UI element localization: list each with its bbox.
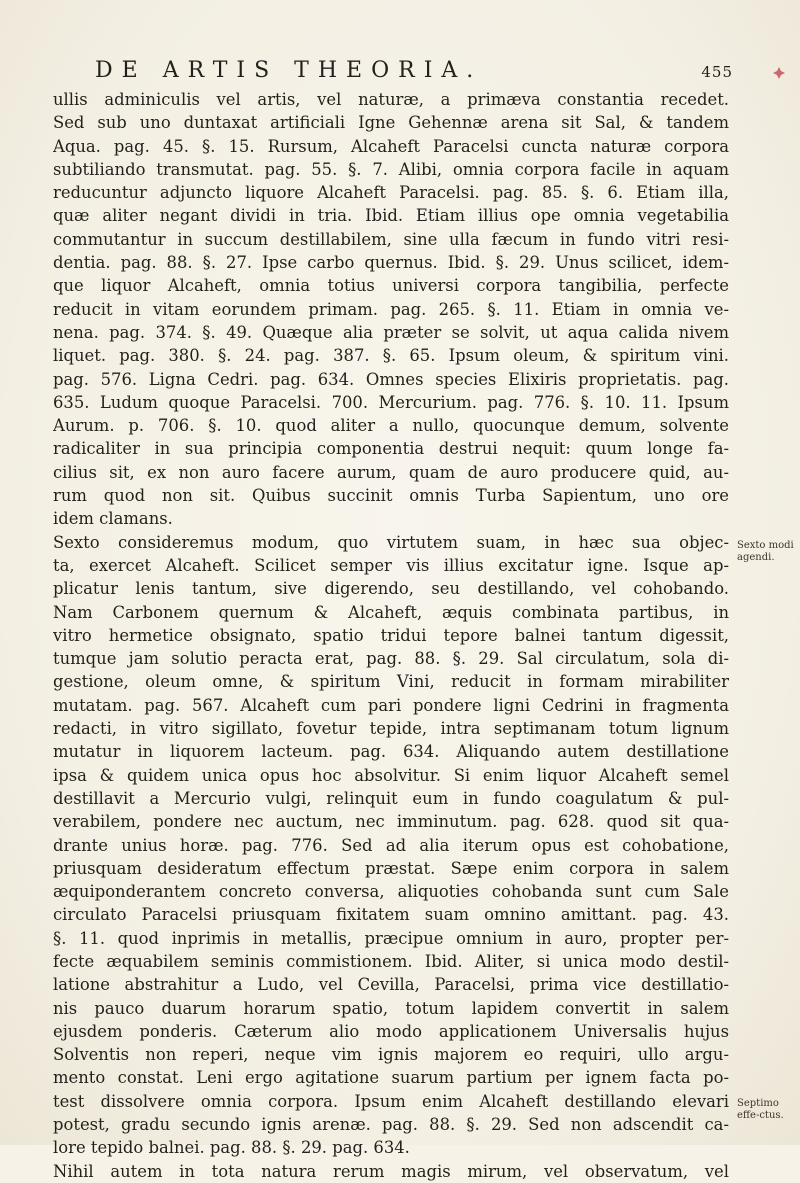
text-line: pag. 576. Ligna Cedri. pag. 634. Omnes species Elixiris proprietatis. pag.	[53, 369, 729, 389]
text-line: tumque jam solutio peracta erat, pag. 88. §. 29. Sal circulatum, sola di-	[53, 649, 729, 669]
text-line: mutatam. pag. 567. Alcaheft cum pari pondere ligni Cedrini in fragmenta	[53, 695, 729, 715]
text-line: drante unius horæ. pag. 776. Sed ad alia iterum opus est cohobatione,	[53, 835, 729, 855]
text-line: priusquam desideratum effectum præstat. Sæpe enim corpora in salem	[53, 858, 729, 878]
text-line: Aurum. p. 706. §. 10. quod aliter a nullo, quocunque demum, solvente	[53, 416, 729, 436]
text-line: que liquor Alcaheft, omnia totius universi corpora tangibilia, perfecte	[53, 276, 729, 296]
text-line: Nihil autem in tota natura rerum magis mirum, vel observatum, vel	[53, 1161, 729, 1181]
text-line: commutantur in succum destillabilem, sine ulla fæcum in fundo vitri resi-	[53, 229, 729, 249]
text-line: 635. Ludum quoque Paracelsi. 700. Mercurium. pag. 776. §. 10. 11. Ipsum	[53, 392, 729, 412]
text-line: test dissolvere omnia corpora. Ipsum enim Alcaheft destillando elevari	[53, 1091, 729, 1111]
running-head	[95, 58, 733, 86]
marginal-note: Septimo effe-ctus.	[737, 1098, 784, 1121]
text-line: Nam Carbonem quernum & Alcaheft, æquis combinata partibus, in	[53, 602, 729, 622]
text-line: lore tepido balnei. pag. 88. §. 29. pag. 634.	[53, 1138, 410, 1158]
text-line: §. 11. quod inprimis in metallis, præcipue omnium in auro, propter per-	[53, 928, 729, 948]
text-line: reducit in vitam eorundem primam. pag. 265. §. 11. Etiam in omnia ve-	[53, 299, 729, 319]
text-line: destillavit a Mercurio vulgi, relinquit eum in fundo coagulatum & pul-	[53, 788, 729, 808]
text-line: quæ aliter negant dividi in tria. Ibid. Etiam illius ope omnia vegetabilia	[53, 206, 729, 226]
text-line: ipsa & quidem unica opus hoc absolvitur. Si enim liquor Alcaheft semel	[53, 765, 729, 785]
marginal-note: Sexto modi agendi.	[737, 540, 794, 563]
text-line: Solventis non reperi, neque vim ignis majorem eo requiri, ullo argu-	[53, 1045, 729, 1065]
text-line: reducuntur adjuncto liquore Alcaheft Paracelsi. pag. 85. §. 6. Etiam illa,	[53, 183, 729, 203]
text-line: redacti, in vitro sigillato, fovetur tepide, intra septimanam totum lignum	[53, 719, 729, 739]
text-line: nis pauco duarum horarum spatio, totum lapidem convertit in salem	[53, 998, 729, 1018]
text-line: dentia. pag. 88. §. 27. Ipse carbo quernus. Ibid. §. 29. Unus scilicet, idem-	[53, 253, 729, 273]
text-line: mutatur in liquorem lacteum. pag. 634. Aliquando autem destillatione	[53, 742, 729, 762]
ink-spot	[772, 66, 786, 80]
text-line: plicatur lenis tantum, sive digerendo, seu destillando, vel cohobando.	[53, 579, 729, 599]
page-number: 455	[701, 63, 733, 81]
text-line: potest, gradu secundo ignis arenæ. pag. 88. §. 29. Sed non adscendit ca-	[53, 1115, 729, 1135]
text-line: æquiponderantem concreto conversa, aliquoties cohobanda sunt cum Sale	[53, 882, 729, 902]
text-line: idem clamans.	[53, 509, 173, 529]
text-line: ullis adminiculis vel artis, vel naturæ, a primæva constantia recedet.	[53, 90, 729, 109]
text-line: latione abstrahitur a Ludo, vel Cevilla, Paracelsi, prima vice destillatio-	[53, 975, 729, 995]
text-line: ejusdem ponderis. Cæterum alio modo applicationem Universalis hujus	[53, 1021, 729, 1041]
text-line: ta, exercet Alcaheft. Scilicet semper vis illius excitatur igne. Isque ap-	[53, 555, 729, 575]
text-line: Sed sub uno duntaxat artificiali Igne Gehennæ arena sit Sal, & tandem	[53, 113, 729, 133]
text-line: nena. pag. 374. §. 49. Quæque alia præter se solvit, ut aqua calida nivem	[53, 322, 729, 342]
text-line: Aqua. pag. 45. §. 15. Rursum, Alcaheft Paracelsi cuncta naturæ corpora	[53, 136, 729, 156]
text-line: fecte æquabilem seminis commistionem. Ibid. Aliter, si unica modo destil-	[53, 951, 729, 971]
text-line: radicaliter in sua principia componentia destrui nequit: quum longe fa-	[53, 439, 729, 459]
text-line: liquet. pag. 380. §. 24. pag. 387. §. 65. Ipsum oleum, & spiritum vini.	[53, 346, 729, 366]
text-line: gestione, oleum omne, & spiritum Vini, reducit in formam mirabiliter	[53, 672, 729, 692]
text-line: vitro hermetice obsignato, spatio tridui tepore balnei tantum digessit,	[53, 625, 729, 645]
text-line: verabilem, pondere nec auctum, nec imminutum. pag. 628. quod sit qua-	[53, 812, 729, 832]
text-line: mento constat. Leni ergo agitatione suarum partium per ignem facta po-	[53, 1068, 729, 1088]
body-text	[53, 88, 729, 1183]
text-line: subtiliando transmutat. pag. 55. §. 7. Alibi, omnia corpora facile in aquam	[53, 159, 729, 179]
text-line: circulato Paracelsi priusquam fixitatem suam omnino amittant. pag. 43.	[53, 905, 729, 925]
running-title: DE ARTIS THEORIA.	[95, 58, 483, 83]
text-line: Sexto consideremus modum, quo virtutem suam, in hæc sua objec-	[53, 532, 729, 552]
text-line: cilius sit, ex non auro facere aurum, quam de auro producere quid, au-	[53, 462, 729, 482]
text-line: rum quod non sit. Quibus succinit omnis Turba Sapientum, uno ore	[53, 486, 729, 506]
